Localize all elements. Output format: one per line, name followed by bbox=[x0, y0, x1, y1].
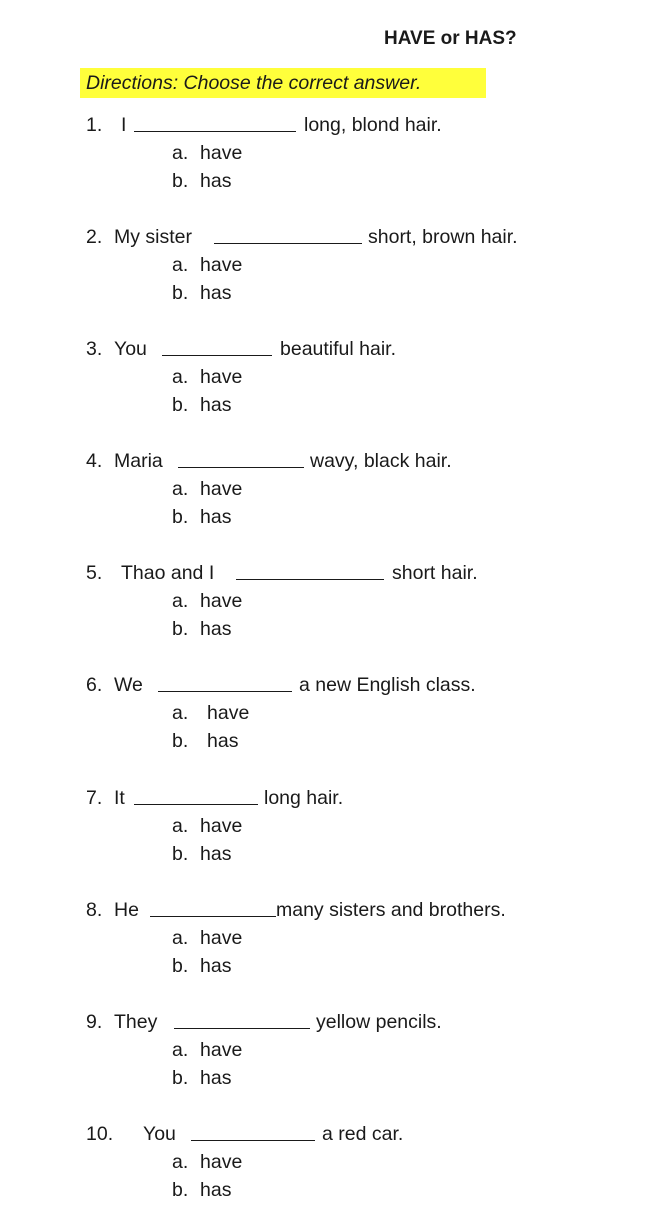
answer-blank[interactable] bbox=[214, 223, 362, 244]
question-number: 10. bbox=[86, 1123, 114, 1145]
option-letter: a. bbox=[172, 1151, 189, 1173]
option-text: has bbox=[200, 618, 232, 640]
option-text: have bbox=[200, 142, 243, 164]
question-predicate: long hair. bbox=[264, 787, 344, 809]
option-a[interactable] bbox=[86, 251, 646, 279]
question-predicate: long, blond hair. bbox=[304, 114, 442, 136]
question-subject: Maria bbox=[114, 450, 163, 472]
worksheet-title: HAVE or HAS? bbox=[384, 28, 517, 49]
option-text: have bbox=[200, 1151, 243, 1173]
option-letter: b. bbox=[172, 1067, 189, 1089]
question-6 bbox=[86, 671, 646, 755]
option-letter: a. bbox=[172, 1039, 189, 1061]
question-predicate: wavy, black hair. bbox=[310, 450, 452, 472]
question-7 bbox=[86, 784, 646, 868]
option-letter: a. bbox=[172, 142, 189, 164]
option-letter: b. bbox=[172, 843, 189, 865]
option-b[interactable] bbox=[86, 952, 646, 980]
option-text: has bbox=[200, 394, 232, 416]
question-number: 7. bbox=[86, 787, 103, 809]
option-letter: a. bbox=[172, 478, 189, 500]
question-9 bbox=[86, 1008, 646, 1092]
option-b[interactable] bbox=[86, 615, 646, 643]
option-a[interactable] bbox=[86, 139, 646, 167]
option-letter: b. bbox=[172, 618, 189, 640]
question-subject: They bbox=[114, 1011, 158, 1033]
question-number: 2. bbox=[86, 226, 103, 248]
question-subject: It bbox=[114, 787, 125, 809]
question-stem bbox=[86, 1120, 646, 1148]
option-b[interactable] bbox=[86, 840, 646, 868]
option-letter: a. bbox=[172, 254, 189, 276]
option-a[interactable] bbox=[86, 1148, 646, 1176]
option-a[interactable] bbox=[86, 363, 646, 391]
option-letter: a. bbox=[172, 702, 189, 724]
question-number: 6. bbox=[86, 674, 103, 696]
option-text: have bbox=[200, 254, 243, 276]
question-3 bbox=[86, 335, 646, 419]
question-stem bbox=[86, 559, 646, 587]
option-letter: a. bbox=[172, 590, 189, 612]
option-letter: b. bbox=[172, 282, 189, 304]
question-4 bbox=[86, 447, 646, 531]
answer-blank[interactable] bbox=[162, 335, 272, 356]
option-text: have bbox=[200, 1039, 243, 1061]
option-text: have bbox=[200, 927, 243, 949]
question-subject: You bbox=[114, 338, 147, 360]
question-number: 9. bbox=[86, 1011, 103, 1033]
answer-blank[interactable] bbox=[178, 447, 304, 468]
question-stem bbox=[86, 111, 646, 139]
question-number: 8. bbox=[86, 899, 103, 921]
option-letter: b. bbox=[172, 1179, 189, 1201]
question-number: 1. bbox=[86, 114, 103, 136]
option-text: has bbox=[200, 843, 232, 865]
question-predicate: short hair. bbox=[392, 562, 478, 584]
question-number: 5. bbox=[86, 562, 103, 584]
question-subject: We bbox=[114, 674, 143, 696]
option-text: has bbox=[207, 730, 239, 752]
option-text: has bbox=[200, 282, 232, 304]
option-b[interactable] bbox=[86, 391, 646, 419]
question-predicate: short, brown hair. bbox=[368, 226, 518, 248]
question-stem bbox=[86, 896, 646, 924]
question-predicate: a new English class. bbox=[299, 674, 476, 696]
option-letter: a. bbox=[172, 366, 189, 388]
option-a[interactable] bbox=[86, 699, 646, 727]
question-subject: Thao and I bbox=[121, 562, 215, 584]
answer-blank[interactable] bbox=[158, 671, 292, 692]
answer-blank[interactable] bbox=[134, 111, 296, 132]
option-b[interactable] bbox=[86, 503, 646, 531]
question-stem bbox=[86, 1008, 646, 1036]
answer-blank[interactable] bbox=[191, 1120, 315, 1141]
option-text: have bbox=[200, 815, 243, 837]
option-letter: b. bbox=[172, 955, 189, 977]
option-b[interactable] bbox=[86, 1176, 646, 1204]
question-stem bbox=[86, 784, 646, 812]
option-text: have bbox=[207, 702, 250, 724]
option-text: has bbox=[200, 170, 232, 192]
question-stem bbox=[86, 335, 646, 363]
option-text: has bbox=[200, 1067, 232, 1089]
question-1 bbox=[86, 111, 646, 195]
option-text: has bbox=[200, 955, 232, 977]
question-10 bbox=[86, 1120, 646, 1204]
option-letter: b. bbox=[172, 170, 189, 192]
answer-blank[interactable] bbox=[150, 896, 276, 917]
option-a[interactable] bbox=[86, 587, 646, 615]
question-subject: I bbox=[121, 114, 127, 136]
question-subject: You bbox=[143, 1123, 176, 1145]
option-text: has bbox=[200, 1179, 232, 1201]
option-b[interactable] bbox=[86, 279, 646, 307]
answer-blank[interactable] bbox=[174, 1008, 310, 1029]
question-predicate: many sisters and brothers. bbox=[276, 899, 506, 921]
option-letter: b. bbox=[172, 506, 189, 528]
directions-banner: Directions: Choose the correct answer. bbox=[80, 68, 486, 98]
question-subject: My sister bbox=[114, 226, 192, 248]
answer-blank[interactable] bbox=[236, 559, 384, 580]
question-stem bbox=[86, 223, 646, 251]
answer-blank[interactable] bbox=[134, 784, 258, 805]
question-number: 3. bbox=[86, 338, 103, 360]
option-a[interactable] bbox=[86, 812, 646, 840]
question-predicate: a red car. bbox=[322, 1123, 404, 1145]
option-a[interactable] bbox=[86, 475, 646, 503]
option-letter: a. bbox=[172, 815, 189, 837]
option-a[interactable] bbox=[86, 1036, 646, 1064]
option-text: have bbox=[200, 366, 243, 388]
question-stem bbox=[86, 671, 646, 699]
option-letter: b. bbox=[172, 394, 189, 416]
question-predicate: yellow pencils. bbox=[316, 1011, 442, 1033]
option-a[interactable] bbox=[86, 924, 646, 952]
option-b[interactable] bbox=[86, 727, 646, 755]
option-text: have bbox=[200, 590, 243, 612]
option-text: have bbox=[200, 478, 243, 500]
option-b[interactable] bbox=[86, 167, 646, 195]
option-b[interactable] bbox=[86, 1064, 646, 1092]
option-letter: b. bbox=[172, 730, 189, 752]
option-text: has bbox=[200, 506, 232, 528]
question-subject: He bbox=[114, 899, 139, 921]
question-stem bbox=[86, 447, 646, 475]
question-2 bbox=[86, 223, 646, 307]
question-5 bbox=[86, 559, 646, 643]
option-letter: a. bbox=[172, 927, 189, 949]
question-number: 4. bbox=[86, 450, 103, 472]
question-8 bbox=[86, 896, 646, 980]
question-predicate: beautiful hair. bbox=[280, 338, 397, 360]
